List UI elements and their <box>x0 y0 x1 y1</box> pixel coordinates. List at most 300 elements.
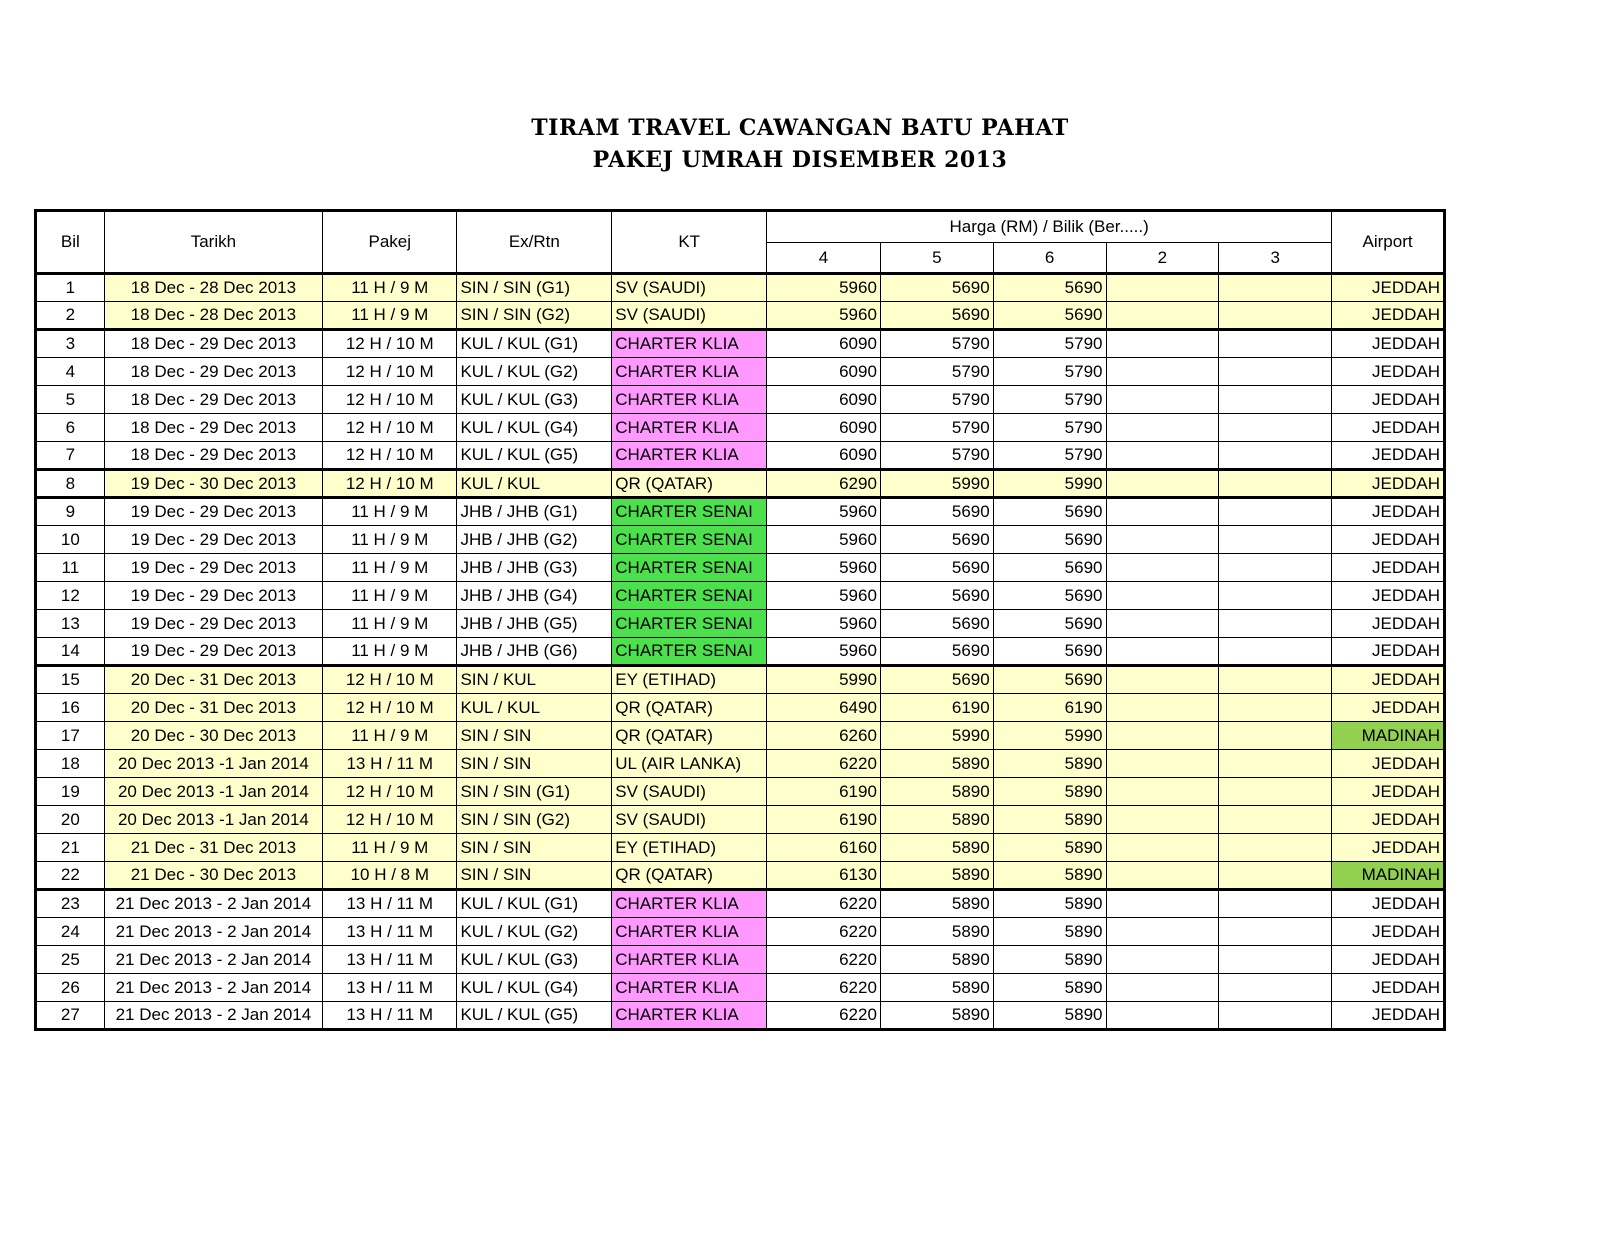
cell-ex-rtn: KUL / KUL (G2) <box>457 918 612 946</box>
cell-pakej: 12 H / 10 M <box>323 694 457 722</box>
cell-price-6: 5790 <box>993 414 1106 442</box>
cell-price-3 <box>1219 1002 1332 1030</box>
cell-airport: JEDDAH <box>1332 834 1445 862</box>
cell-price-2 <box>1106 862 1219 890</box>
cell-price-4: 5960 <box>767 610 881 638</box>
cell-tarikh: 21 Dec 2013 - 2 Jan 2014 <box>104 890 322 918</box>
umrah-package-table <box>34 209 1446 1031</box>
cell-price-5: 5890 <box>880 918 993 946</box>
cell-price-4: 6090 <box>767 386 881 414</box>
cell-price-3 <box>1219 470 1332 498</box>
cell-price-2 <box>1106 442 1219 470</box>
cell-price-6: 5890 <box>993 778 1106 806</box>
table-row <box>36 834 1445 862</box>
cell-ex-rtn: KUL / KUL (G1) <box>457 890 612 918</box>
cell-kt: CHARTER KLIA <box>612 442 767 470</box>
cell-pakej: 13 H / 11 M <box>323 974 457 1002</box>
cell-price-6: 5690 <box>993 498 1106 526</box>
cell-price-5: 5690 <box>880 302 993 330</box>
cell-price-4: 5960 <box>767 302 881 330</box>
cell-price-5: 5890 <box>880 862 993 890</box>
cell-price-4: 6160 <box>767 834 881 862</box>
cell-price-2 <box>1106 330 1219 358</box>
cell-tarikh: 19 Dec - 29 Dec 2013 <box>104 498 322 526</box>
cell-price-5: 5790 <box>880 386 993 414</box>
table-row <box>36 1002 1445 1030</box>
cell-price-4: 5960 <box>767 638 881 666</box>
table-row <box>36 862 1445 890</box>
cell-airport: JEDDAH <box>1332 750 1445 778</box>
cell-price-3 <box>1219 330 1332 358</box>
table-row <box>36 386 1445 414</box>
table-row <box>36 330 1445 358</box>
cell-price-4: 6190 <box>767 806 881 834</box>
cell-kt: SV (SAUDI) <box>612 302 767 330</box>
cell-ex-rtn: SIN / SIN (G2) <box>457 806 612 834</box>
cell-bil: 14 <box>36 638 105 666</box>
cell-price-2 <box>1106 890 1219 918</box>
cell-price-3 <box>1219 386 1332 414</box>
cell-tarikh: 20 Dec - 31 Dec 2013 <box>104 694 322 722</box>
cell-price-4: 5960 <box>767 498 881 526</box>
cell-price-5: 5890 <box>880 890 993 918</box>
cell-ex-rtn: KUL / KUL (G4) <box>457 414 612 442</box>
cell-tarikh: 21 Dec - 30 Dec 2013 <box>104 862 322 890</box>
cell-price-3 <box>1219 890 1332 918</box>
cell-pakej: 11 H / 9 M <box>323 610 457 638</box>
cell-price-5: 5890 <box>880 778 993 806</box>
cell-tarikh: 19 Dec - 29 Dec 2013 <box>104 610 322 638</box>
table-row <box>36 778 1445 806</box>
cell-ex-rtn: KUL / KUL (G2) <box>457 358 612 386</box>
cell-airport: JEDDAH <box>1332 414 1445 442</box>
cell-pakej: 12 H / 10 M <box>323 386 457 414</box>
table-row <box>36 470 1445 498</box>
cell-pakej: 12 H / 10 M <box>323 470 457 498</box>
cell-price-3 <box>1219 806 1332 834</box>
cell-bil: 15 <box>36 666 105 694</box>
cell-ex-rtn: KUL / KUL (G3) <box>457 946 612 974</box>
cell-ex-rtn: KUL / KUL <box>457 470 612 498</box>
cell-price-2 <box>1106 806 1219 834</box>
cell-price-3 <box>1219 862 1332 890</box>
cell-pakej: 13 H / 11 M <box>323 750 457 778</box>
cell-price-2 <box>1106 302 1219 330</box>
cell-tarikh: 18 Dec - 29 Dec 2013 <box>104 442 322 470</box>
table-row <box>36 582 1445 610</box>
cell-bil: 26 <box>36 974 105 1002</box>
cell-airport: JEDDAH <box>1332 666 1445 694</box>
cell-kt: SV (SAUDI) <box>612 274 767 302</box>
cell-price-6: 5890 <box>993 750 1106 778</box>
cell-price-2 <box>1106 554 1219 582</box>
cell-price-5: 5690 <box>880 666 993 694</box>
cell-airport: JEDDAH <box>1332 470 1445 498</box>
cell-price-4: 5960 <box>767 526 881 554</box>
cell-price-6: 5690 <box>993 638 1106 666</box>
cell-price-6: 5690 <box>993 526 1106 554</box>
cell-ex-rtn: SIN / KUL <box>457 666 612 694</box>
cell-price-2 <box>1106 722 1219 750</box>
cell-bil: 6 <box>36 414 105 442</box>
header-harga: Harga (RM) / Bilik (Ber.....) <box>767 211 1332 243</box>
table-row <box>36 666 1445 694</box>
cell-price-2 <box>1106 1002 1219 1030</box>
cell-price-6: 5690 <box>993 582 1106 610</box>
cell-price-5: 5690 <box>880 610 993 638</box>
cell-price-4: 6190 <box>767 778 881 806</box>
cell-airport: MADINAH <box>1332 722 1445 750</box>
table-row <box>36 526 1445 554</box>
cell-price-4: 6090 <box>767 330 881 358</box>
cell-price-6: 5790 <box>993 358 1106 386</box>
cell-price-2 <box>1106 414 1219 442</box>
cell-price-6: 5790 <box>993 442 1106 470</box>
cell-ex-rtn: SIN / SIN <box>457 834 612 862</box>
table-row <box>36 918 1445 946</box>
cell-airport: JEDDAH <box>1332 498 1445 526</box>
cell-pakej: 12 H / 10 M <box>323 806 457 834</box>
cell-ex-rtn: SIN / SIN (G2) <box>457 302 612 330</box>
cell-price-5: 5690 <box>880 582 993 610</box>
cell-airport: JEDDAH <box>1332 554 1445 582</box>
cell-price-2 <box>1106 694 1219 722</box>
table-row <box>36 750 1445 778</box>
cell-ex-rtn: JHB / JHB (G6) <box>457 638 612 666</box>
cell-airport: JEDDAH <box>1332 638 1445 666</box>
cell-airport: JEDDAH <box>1332 806 1445 834</box>
cell-bil: 13 <box>36 610 105 638</box>
cell-pakej: 13 H / 11 M <box>323 1002 457 1030</box>
cell-kt: QR (QATAR) <box>612 470 767 498</box>
cell-airport: JEDDAH <box>1332 526 1445 554</box>
cell-price-3 <box>1219 358 1332 386</box>
cell-price-4: 6220 <box>767 750 881 778</box>
cell-kt: UL (AIR LANKA) <box>612 750 767 778</box>
cell-kt: CHARTER SENAI <box>612 554 767 582</box>
cell-price-2 <box>1106 498 1219 526</box>
cell-price-6: 5890 <box>993 834 1106 862</box>
cell-price-2 <box>1106 526 1219 554</box>
cell-price-4: 5960 <box>767 554 881 582</box>
cell-airport: JEDDAH <box>1332 778 1445 806</box>
header-room-3: 3 <box>1219 243 1332 274</box>
cell-airport: JEDDAH <box>1332 694 1445 722</box>
cell-price-4: 5990 <box>767 666 881 694</box>
cell-bil: 8 <box>36 470 105 498</box>
cell-tarikh: 19 Dec - 30 Dec 2013 <box>104 470 322 498</box>
cell-price-6: 5890 <box>993 974 1106 1002</box>
cell-airport: JEDDAH <box>1332 386 1445 414</box>
cell-price-6: 5890 <box>993 806 1106 834</box>
cell-price-5: 5890 <box>880 750 993 778</box>
cell-price-2 <box>1106 582 1219 610</box>
header-pakej: Pakej <box>323 211 457 274</box>
cell-price-2 <box>1106 974 1219 1002</box>
cell-tarikh: 19 Dec - 29 Dec 2013 <box>104 638 322 666</box>
cell-price-2 <box>1106 386 1219 414</box>
cell-price-6: 5890 <box>993 890 1106 918</box>
cell-price-6: 5690 <box>993 666 1106 694</box>
cell-ex-rtn: SIN / SIN <box>457 722 612 750</box>
cell-tarikh: 21 Dec - 31 Dec 2013 <box>104 834 322 862</box>
cell-price-2 <box>1106 918 1219 946</box>
cell-price-6: 5990 <box>993 470 1106 498</box>
cell-price-6: 5690 <box>993 610 1106 638</box>
cell-pakej: 11 H / 9 M <box>323 526 457 554</box>
cell-tarikh: 21 Dec 2013 - 2 Jan 2014 <box>104 918 322 946</box>
cell-airport: JEDDAH <box>1332 358 1445 386</box>
cell-airport: JEDDAH <box>1332 946 1445 974</box>
cell-price-5: 5890 <box>880 806 993 834</box>
cell-ex-rtn: JHB / JHB (G3) <box>457 554 612 582</box>
cell-price-3 <box>1219 582 1332 610</box>
cell-airport: JEDDAH <box>1332 974 1445 1002</box>
cell-bil: 22 <box>36 862 105 890</box>
cell-price-3 <box>1219 666 1332 694</box>
cell-bil: 10 <box>36 526 105 554</box>
cell-pakej: 11 H / 9 M <box>323 302 457 330</box>
cell-price-5: 5890 <box>880 834 993 862</box>
cell-bil: 9 <box>36 498 105 526</box>
cell-tarikh: 20 Dec 2013 -1 Jan 2014 <box>104 750 322 778</box>
table-row <box>36 610 1445 638</box>
cell-pakej: 10 H / 8 M <box>323 862 457 890</box>
cell-kt: CHARTER KLIA <box>612 414 767 442</box>
cell-ex-rtn: KUL / KUL (G1) <box>457 330 612 358</box>
cell-price-4: 5960 <box>767 582 881 610</box>
cell-airport: JEDDAH <box>1332 890 1445 918</box>
cell-airport: JEDDAH <box>1332 610 1445 638</box>
cell-price-2 <box>1106 778 1219 806</box>
cell-tarikh: 21 Dec 2013 - 2 Jan 2014 <box>104 946 322 974</box>
cell-bil: 17 <box>36 722 105 750</box>
cell-ex-rtn: KUL / KUL (G3) <box>457 386 612 414</box>
cell-price-5: 5690 <box>880 554 993 582</box>
cell-price-6: 5890 <box>993 918 1106 946</box>
cell-tarikh: 21 Dec 2013 - 2 Jan 2014 <box>104 974 322 1002</box>
cell-price-2 <box>1106 470 1219 498</box>
cell-price-3 <box>1219 554 1332 582</box>
table-row <box>36 274 1445 302</box>
header-airport: Airport <box>1332 211 1445 274</box>
cell-price-2 <box>1106 610 1219 638</box>
cell-airport: JEDDAH <box>1332 918 1445 946</box>
cell-kt: CHARTER SENAI <box>612 610 767 638</box>
cell-pakej: 13 H / 11 M <box>323 890 457 918</box>
cell-price-6: 5990 <box>993 722 1106 750</box>
cell-tarikh: 20 Dec 2013 -1 Jan 2014 <box>104 806 322 834</box>
table-row <box>36 946 1445 974</box>
cell-pakej: 12 H / 10 M <box>323 442 457 470</box>
table-body <box>36 274 1445 1030</box>
cell-ex-rtn: KUL / KUL <box>457 694 612 722</box>
table-row <box>36 638 1445 666</box>
cell-bil: 2 <box>36 302 105 330</box>
cell-kt: CHARTER SENAI <box>612 526 767 554</box>
table-row <box>36 358 1445 386</box>
cell-bil: 18 <box>36 750 105 778</box>
cell-bil: 25 <box>36 946 105 974</box>
cell-price-3 <box>1219 414 1332 442</box>
cell-price-5: 5690 <box>880 526 993 554</box>
cell-tarikh: 20 Dec - 31 Dec 2013 <box>104 666 322 694</box>
cell-price-2 <box>1106 666 1219 694</box>
cell-ex-rtn: SIN / SIN <box>457 862 612 890</box>
cell-kt: QR (QATAR) <box>612 862 767 890</box>
cell-price-4: 6490 <box>767 694 881 722</box>
cell-price-4: 6130 <box>767 862 881 890</box>
cell-tarikh: 18 Dec - 29 Dec 2013 <box>104 330 322 358</box>
header-tarikh: Tarikh <box>104 211 322 274</box>
cell-tarikh: 19 Dec - 29 Dec 2013 <box>104 526 322 554</box>
cell-price-3 <box>1219 302 1332 330</box>
cell-price-5: 5790 <box>880 414 993 442</box>
cell-pakej: 11 H / 9 M <box>323 554 457 582</box>
cell-kt: CHARTER KLIA <box>612 946 767 974</box>
cell-pakej: 11 H / 9 M <box>323 722 457 750</box>
cell-price-4: 6090 <box>767 442 881 470</box>
cell-bil: 7 <box>36 442 105 470</box>
table-row <box>36 442 1445 470</box>
cell-pakej: 12 H / 10 M <box>323 330 457 358</box>
cell-kt: SV (SAUDI) <box>612 806 767 834</box>
cell-kt: CHARTER KLIA <box>612 330 767 358</box>
cell-airport: MADINAH <box>1332 862 1445 890</box>
cell-bil: 11 <box>36 554 105 582</box>
cell-pakej: 11 H / 9 M <box>323 638 457 666</box>
cell-price-2 <box>1106 638 1219 666</box>
cell-price-3 <box>1219 498 1332 526</box>
cell-airport: JEDDAH <box>1332 442 1445 470</box>
cell-ex-rtn: JHB / JHB (G5) <box>457 610 612 638</box>
cell-price-4: 6090 <box>767 358 881 386</box>
cell-ex-rtn: JHB / JHB (G1) <box>457 498 612 526</box>
cell-price-3 <box>1219 974 1332 1002</box>
cell-price-5: 5790 <box>880 330 993 358</box>
cell-tarikh: 18 Dec - 29 Dec 2013 <box>104 358 322 386</box>
cell-price-2 <box>1106 358 1219 386</box>
cell-bil: 4 <box>36 358 105 386</box>
cell-kt: CHARTER KLIA <box>612 386 767 414</box>
cell-airport: JEDDAH <box>1332 582 1445 610</box>
table-row <box>36 414 1445 442</box>
cell-kt: CHARTER KLIA <box>612 358 767 386</box>
cell-ex-rtn: KUL / KUL (G5) <box>457 442 612 470</box>
cell-ex-rtn: JHB / JHB (G4) <box>457 582 612 610</box>
cell-airport: JEDDAH <box>1332 330 1445 358</box>
table-row <box>36 302 1445 330</box>
cell-ex-rtn: JHB / JHB (G2) <box>457 526 612 554</box>
cell-bil: 20 <box>36 806 105 834</box>
cell-ex-rtn: SIN / SIN (G1) <box>457 778 612 806</box>
cell-price-3 <box>1219 442 1332 470</box>
cell-price-3 <box>1219 778 1332 806</box>
cell-pakej: 11 H / 9 M <box>323 498 457 526</box>
cell-bil: 21 <box>36 834 105 862</box>
cell-kt: EY (ETIHAD) <box>612 834 767 862</box>
cell-ex-rtn: SIN / SIN <box>457 750 612 778</box>
cell-price-3 <box>1219 694 1332 722</box>
cell-price-2 <box>1106 750 1219 778</box>
cell-price-3 <box>1219 638 1332 666</box>
cell-price-3 <box>1219 610 1332 638</box>
cell-bil: 27 <box>36 1002 105 1030</box>
cell-price-6: 5890 <box>993 1002 1106 1030</box>
cell-price-6: 5690 <box>993 302 1106 330</box>
cell-bil: 16 <box>36 694 105 722</box>
cell-pakej: 11 H / 9 M <box>323 582 457 610</box>
table-row <box>36 498 1445 526</box>
cell-price-3 <box>1219 526 1332 554</box>
cell-price-5: 5890 <box>880 946 993 974</box>
cell-price-5: 5690 <box>880 274 993 302</box>
cell-bil: 5 <box>36 386 105 414</box>
cell-bil: 23 <box>36 890 105 918</box>
cell-airport: JEDDAH <box>1332 302 1445 330</box>
cell-price-4: 6220 <box>767 890 881 918</box>
cell-kt: CHARTER KLIA <box>612 974 767 1002</box>
cell-tarikh: 20 Dec 2013 -1 Jan 2014 <box>104 778 322 806</box>
header-room-2: 2 <box>1106 243 1219 274</box>
header-bil: Bil <box>36 211 105 274</box>
header-ex-rtn: Ex/Rtn <box>457 211 612 274</box>
table-row <box>36 974 1445 1002</box>
cell-price-5: 5790 <box>880 442 993 470</box>
cell-price-5: 5990 <box>880 722 993 750</box>
cell-price-5: 5690 <box>880 498 993 526</box>
header-room-5: 5 <box>880 243 993 274</box>
cell-bil: 24 <box>36 918 105 946</box>
cell-tarikh: 18 Dec - 29 Dec 2013 <box>104 414 322 442</box>
header-kt: KT <box>612 211 767 274</box>
cell-pakej: 12 H / 10 M <box>323 414 457 442</box>
cell-kt: CHARTER SENAI <box>612 582 767 610</box>
table-row <box>36 694 1445 722</box>
cell-price-6: 5890 <box>993 862 1106 890</box>
cell-price-4: 5960 <box>767 274 881 302</box>
cell-kt: CHARTER KLIA <box>612 890 767 918</box>
cell-tarikh: 18 Dec - 28 Dec 2013 <box>104 274 322 302</box>
cell-price-3 <box>1219 750 1332 778</box>
cell-price-4: 6290 <box>767 470 881 498</box>
cell-pakej: 12 H / 10 M <box>323 666 457 694</box>
cell-price-4: 6090 <box>767 414 881 442</box>
cell-price-3 <box>1219 918 1332 946</box>
cell-price-5: 5890 <box>880 974 993 1002</box>
document-title <box>0 112 1600 176</box>
cell-ex-rtn: KUL / KUL (G4) <box>457 974 612 1002</box>
cell-price-3 <box>1219 834 1332 862</box>
cell-price-2 <box>1106 946 1219 974</box>
cell-kt: CHARTER SENAI <box>612 498 767 526</box>
cell-tarikh: 18 Dec - 28 Dec 2013 <box>104 302 322 330</box>
header-room-4: 4 <box>767 243 881 274</box>
cell-airport: JEDDAH <box>1332 1002 1445 1030</box>
cell-airport: JEDDAH <box>1332 274 1445 302</box>
cell-kt: QR (QATAR) <box>612 722 767 750</box>
cell-price-3 <box>1219 722 1332 750</box>
cell-pakej: 11 H / 9 M <box>323 274 457 302</box>
cell-price-6: 6190 <box>993 694 1106 722</box>
cell-kt: CHARTER KLIA <box>612 918 767 946</box>
cell-price-2 <box>1106 274 1219 302</box>
cell-pakej: 12 H / 10 M <box>323 358 457 386</box>
cell-price-4: 6220 <box>767 946 881 974</box>
title-line-2: PAKEJ UMRAH DISEMBER 2013 <box>592 147 1008 173</box>
table-row <box>36 890 1445 918</box>
cell-price-5: 5890 <box>880 1002 993 1030</box>
